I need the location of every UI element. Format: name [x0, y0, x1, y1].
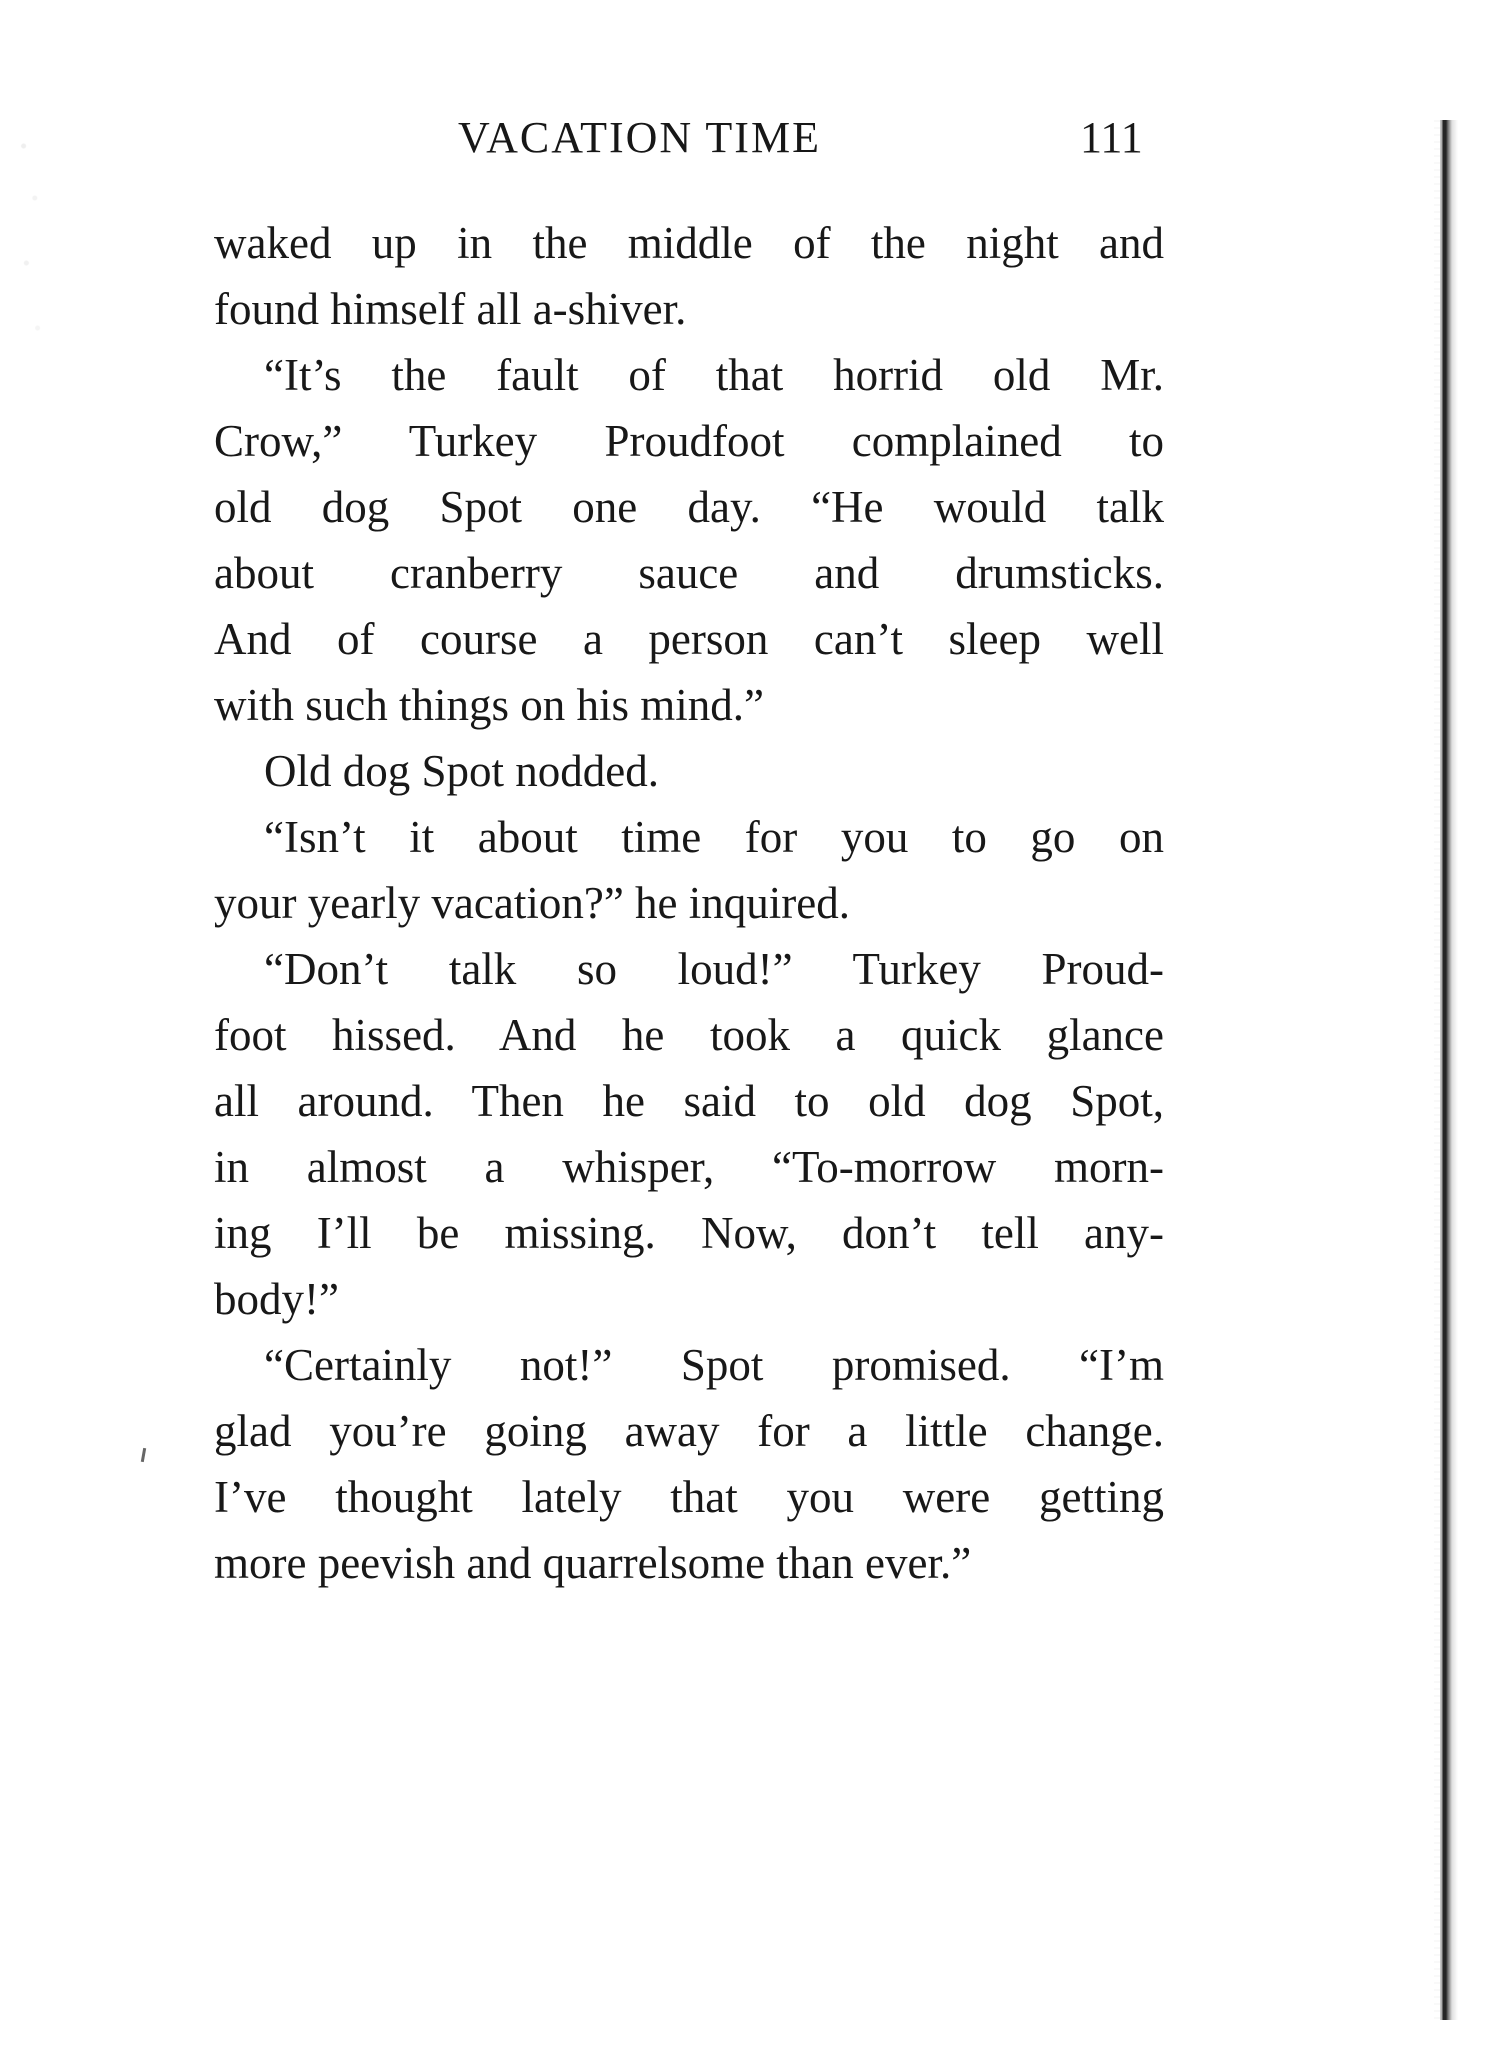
text-line: all around. Then he said to old dog Spot, [214, 1076, 1164, 1126]
text-line: And of course a person can’t sleep well [214, 614, 1164, 664]
scan-edge-left [18, 120, 46, 380]
text-line: found himself all a-shiver. [214, 284, 687, 334]
text-line: body!” [214, 1274, 339, 1324]
text-line: I’ve thought lately that you were getting [214, 1472, 1164, 1522]
text-line: old dog Spot one day. “He would talk [214, 482, 1164, 532]
text-line: about cranberry sauce and drumsticks. [214, 548, 1164, 598]
running-head-title: VACATION TIME [458, 113, 821, 162]
text-line: “Don’t talk so loud!” Turkey Proud- [264, 944, 1164, 994]
text-line: Old dog Spot nodded. [264, 746, 660, 796]
text-line: “It’s the fault of that horrid old Mr. [264, 350, 1164, 400]
page-text [214, 210, 1164, 1630]
text-line: “Isn’t it about time for you to go on [264, 812, 1164, 862]
binding-edge-right [1440, 120, 1458, 2020]
text-line: foot hissed. And he took a quick glance [214, 1010, 1164, 1060]
text-line: waked up in the middle of the night and [214, 218, 1164, 268]
stray-ink-mark [141, 1448, 146, 1462]
text-line: glad you’re going away for a little change. [214, 1406, 1164, 1456]
text-line: in almost a whisper, “To-morrow morn- [214, 1142, 1164, 1192]
text-line: your yearly vacation?” he inquired. [214, 878, 850, 928]
running-head [210, 112, 1170, 172]
text-line: Crow,” Turkey Proudfoot complained to [214, 416, 1164, 466]
page-number: 111 [1080, 113, 1143, 162]
text-line: with such things on his mind.” [214, 680, 764, 730]
text-line: ing I’ll be missing. Now, don’t tell any- [214, 1208, 1164, 1258]
text-line: more peevish and quarrelsome than ever.” [214, 1538, 972, 1588]
text-line: “Certainly not!” Spot promised. “I’m [264, 1340, 1164, 1390]
